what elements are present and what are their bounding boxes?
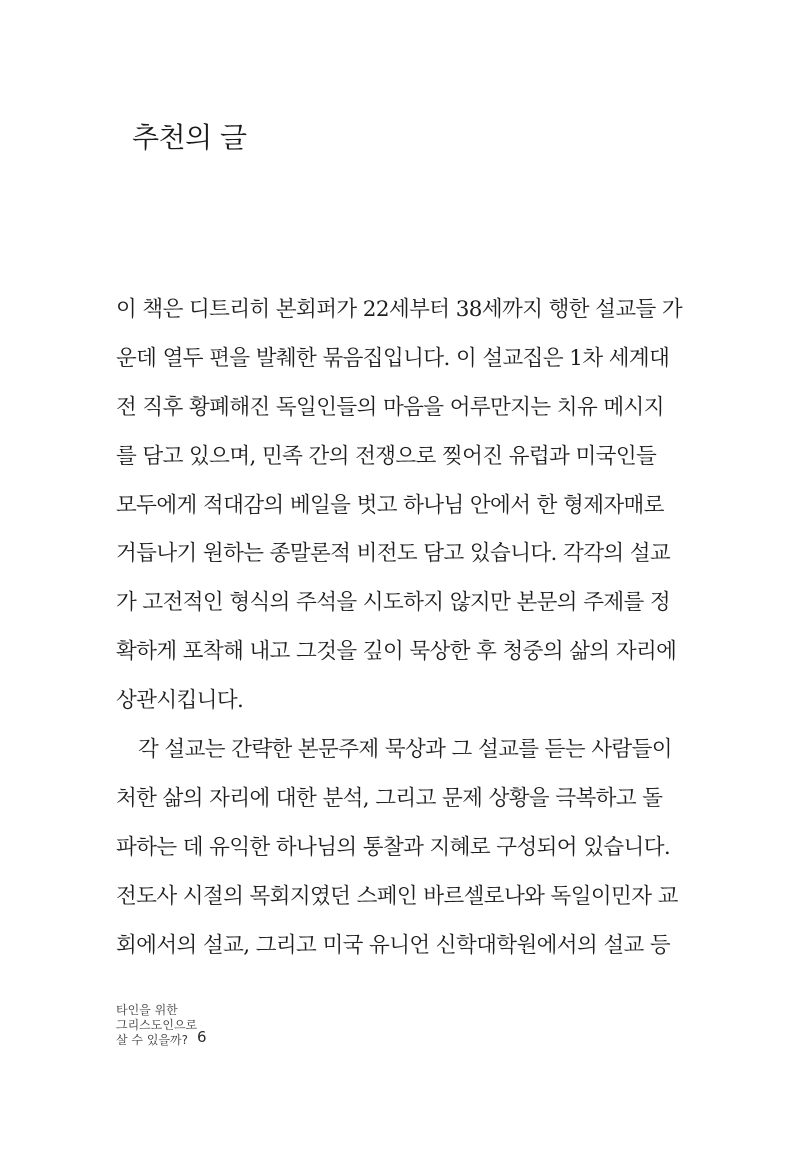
text-line: 이 책은 디트리히 본회퍼가 22세부터 38세까지 행한 설교들 가 bbox=[116, 297, 683, 322]
paragraph-2 bbox=[116, 734, 678, 978]
text-line: 가 고전적인 형식의 주석을 시도하지 않지만 본문의 주제를 정 bbox=[116, 590, 671, 616]
text-line: 운데 열두 편을 발췌한 묶음집입니다. 이 설교집은 1차 세계대 bbox=[116, 345, 670, 371]
text-line: 각 설교는 간략한 본문주제 묵상과 그 설교를 듣는 사람들이 bbox=[138, 737, 672, 763]
text-line: 상관시킵니다. bbox=[116, 688, 244, 714]
footer-title-line: 살 수 있을까? bbox=[116, 1033, 188, 1047]
footer-title-line: 그리스도인으로 bbox=[116, 1018, 198, 1032]
text-line: 전 직후 황폐해진 독일인들의 마음을 어루만지는 치유 메시지 bbox=[116, 394, 664, 420]
running-footer-book-title bbox=[116, 1003, 197, 1048]
text-line: 를 담고 있으며, 민족 간의 전쟁으로 찢어진 유럽과 미국인들 bbox=[116, 443, 657, 469]
text-line: 전도사 시절의 목회지였던 스페인 바르셀로나와 독일이민자 교 bbox=[116, 883, 678, 909]
body-text bbox=[116, 294, 683, 978]
text-line: 확하게 포착해 내고 그것을 깊이 묵상한 후 청중의 삶의 자리에 bbox=[116, 639, 677, 665]
paragraph-1 bbox=[116, 294, 683, 734]
page-number: 6 bbox=[197, 1028, 207, 1046]
text-line: 파하는 데 유익한 하나님의 통찰과 지혜로 구성되어 있습니다. bbox=[116, 834, 671, 860]
section-heading: 추천의 글 bbox=[132, 121, 247, 154]
text-line: 모두에게 적대감의 베일을 벗고 하나님 안에서 한 형제자매로 bbox=[116, 492, 664, 518]
text-line: 회에서의 설교, 그리고 미국 유니언 신학대학원에서의 설교 등 bbox=[116, 932, 671, 958]
footer-title-line: 타인을 위한 bbox=[116, 1003, 178, 1017]
text-line: 거듭나기 원하는 종말론적 비전도 담고 있습니다. 각각의 설교 bbox=[116, 541, 671, 567]
text-line: 처한 삶의 자리에 대한 분석, 그리고 문제 상황을 극복하고 돌 bbox=[116, 785, 663, 811]
